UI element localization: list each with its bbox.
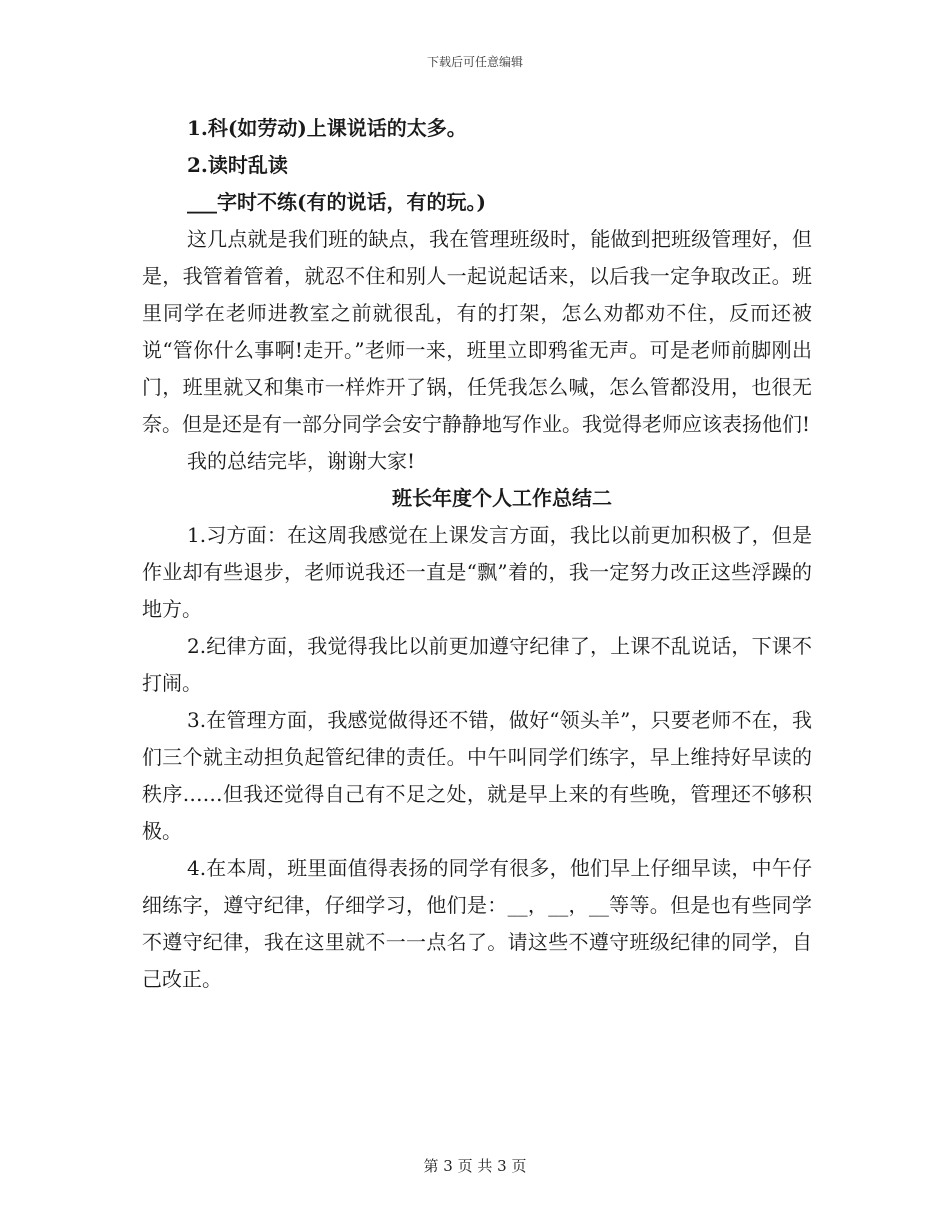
document-body (142, 110, 812, 998)
paragraph: 4.在本周，班里面值得表扬的同学有很多，他们早上仔细早读，中午仔细练字，遵守纪律，仔细学习，他们是：__，__，__等等。但是也有些同学不遵守纪律，我在这里就不一一点名了。请这些不遵守班级纪律的同学，自己改正。 (142, 856, 812, 991)
section-title: 班长年度个人工作总结二 (392, 486, 612, 510)
paragraph: 1.习方面：在这周我感觉在上课发言方面，我比以前更加积极了，但是作业却有些退步，老师说我还一直是“飘”着的，我一定努力改正这些浮躁的地方。 (142, 523, 812, 621)
page-footer: 第 3 页 共 3 页 (423, 1157, 527, 1175)
list-item: ___字时不练(有的说话，有的玩。) (187, 190, 486, 214)
list-item: 1.科(如劳动)上课说话的太多。 (187, 116, 467, 140)
paragraph: 2.纪律方面，我觉得我比以前更加遵守纪律了，上课不乱说话，下课不打闹。 (142, 634, 812, 695)
page-header-note: 下载后可任意编辑 (426, 55, 523, 69)
paragraph: 3.在管理方面，我感觉做得还不错，做好“领头羊”，只要老师不在，我们三个就主动担负起管纪律的责任。中午叫同学们练字，早上维持好早读的秩序……但我还觉得自己有不足之处，就是早上来的有些晚，管理还不够积极。 (142, 708, 812, 843)
paragraph: 这几点就是我们班的缺点，我在管理班级时，能做到把班级管理好，但是，我管着管着，就忍不住和别人一起说起话来，以后我一定争取改正。班里同学在老师进教室之前就很乱，有的打架，怎么劝都劝不住，反而还被说“管你什么事啊!走开。”老师一来，班里立即鸦雀无声。可是老师前脚刚出门，班里就又和集市一样炸开了锅，任凭我怎么喊，怎么管都没用，也很无奈。但是还是有一部分同学会安宁静静地写作业。我觉得老师应该表扬他们! (142, 227, 812, 436)
paragraph: 我的总结完毕，谢谢大家! (187, 449, 416, 473)
list-item: 2.读时乱读 (187, 153, 288, 177)
